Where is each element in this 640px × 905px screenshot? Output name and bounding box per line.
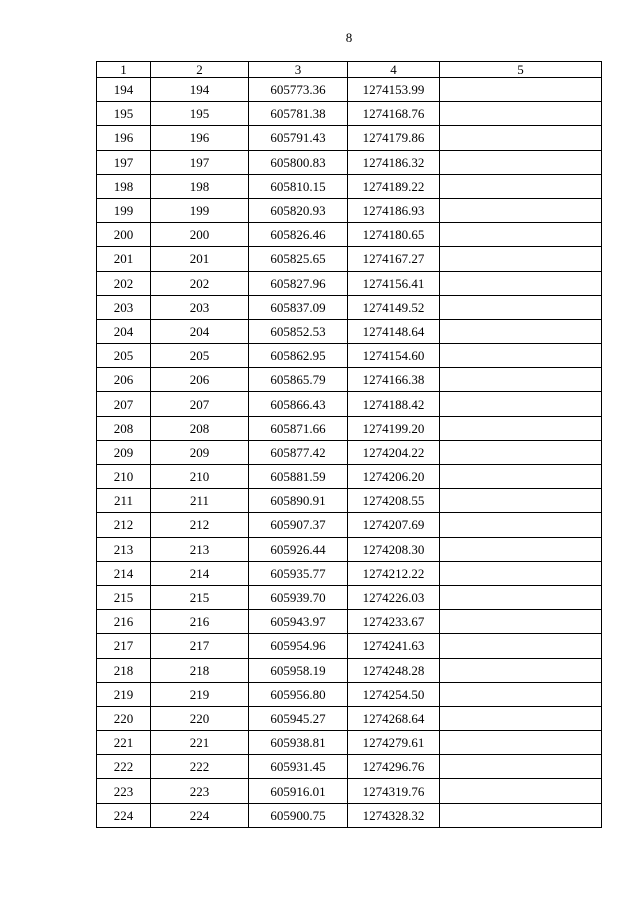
table-row [97,198,602,222]
note-cell [440,585,602,609]
table-row [97,150,602,174]
note-cell [440,198,602,222]
y-coordinate-cell: 1274208.55 [348,489,440,513]
point-number-cell: 211 [97,489,151,513]
x-coordinate-cell: 605791.43 [249,126,348,150]
point-number-cell: 206 [97,368,151,392]
x-coordinate-cell: 605939.70 [249,585,348,609]
point-id-cell: 202 [151,271,249,295]
point-id-cell: 201 [151,247,249,271]
x-coordinate-cell: 605907.37 [249,513,348,537]
note-cell [440,392,602,416]
point-number-cell: 215 [97,585,151,609]
table-row [97,585,602,609]
x-coordinate-cell: 605871.66 [249,416,348,440]
point-number-cell: 220 [97,706,151,730]
y-coordinate-cell: 1274206.20 [348,465,440,489]
point-id-cell: 216 [151,610,249,634]
x-coordinate-cell: 605877.42 [249,440,348,464]
note-cell [440,368,602,392]
point-number-cell: 195 [97,102,151,126]
point-number-cell: 205 [97,344,151,368]
y-coordinate-cell: 1274319.76 [348,779,440,803]
point-id-cell: 218 [151,658,249,682]
y-coordinate-cell: 1274241.63 [348,634,440,658]
x-coordinate-cell: 605945.27 [249,706,348,730]
x-coordinate-cell: 605865.79 [249,368,348,392]
table-row [97,731,602,755]
x-coordinate-cell: 605820.93 [249,198,348,222]
header-row [97,62,602,78]
x-coordinate-cell: 605826.46 [249,223,348,247]
point-number-cell: 203 [97,295,151,319]
point-number-cell: 201 [97,247,151,271]
x-coordinate-cell: 605938.81 [249,731,348,755]
table-row [97,658,602,682]
point-id-cell: 221 [151,731,249,755]
y-coordinate-cell: 1274180.65 [348,223,440,247]
note-cell [440,319,602,343]
table-row [97,489,602,513]
point-id-cell: 194 [151,78,249,102]
note-cell [440,610,602,634]
table-row [97,610,602,634]
table-header [97,62,602,78]
table-row [97,102,602,126]
table-row [97,537,602,561]
y-coordinate-cell: 1274226.03 [348,585,440,609]
x-coordinate-cell: 605866.43 [249,392,348,416]
note-cell [440,223,602,247]
point-id-cell: 195 [151,102,249,126]
note-cell [440,634,602,658]
point-id-cell: 215 [151,585,249,609]
y-coordinate-cell: 1274199.20 [348,416,440,440]
note-cell [440,489,602,513]
y-coordinate-cell: 1274148.64 [348,319,440,343]
y-coordinate-cell: 1274186.32 [348,150,440,174]
point-id-cell: 213 [151,537,249,561]
point-number-cell: 222 [97,755,151,779]
y-coordinate-cell: 1274204.22 [348,440,440,464]
x-coordinate-cell: 605810.15 [249,174,348,198]
y-coordinate-cell: 1274208.30 [348,537,440,561]
point-id-cell: 207 [151,392,249,416]
note-cell [440,682,602,706]
note-cell [440,344,602,368]
point-number-cell: 198 [97,174,151,198]
point-id-cell: 223 [151,779,249,803]
point-number-cell: 214 [97,561,151,585]
y-coordinate-cell: 1274186.93 [348,198,440,222]
table-row [97,223,602,247]
x-coordinate-cell: 605943.97 [249,610,348,634]
note-cell [440,416,602,440]
table-row [97,174,602,198]
x-coordinate-cell: 605900.75 [249,803,348,827]
point-number-cell: 212 [97,513,151,537]
point-number-cell: 194 [97,78,151,102]
point-id-cell: 212 [151,513,249,537]
note-cell [440,440,602,464]
y-coordinate-cell: 1274156.41 [348,271,440,295]
point-id-cell: 208 [151,416,249,440]
point-number-cell: 200 [97,223,151,247]
table-row [97,416,602,440]
point-id-cell: 214 [151,561,249,585]
y-coordinate-cell: 1274233.67 [348,610,440,634]
point-number-cell: 216 [97,610,151,634]
point-id-cell: 199 [151,198,249,222]
column-header-1: 1 [97,62,151,78]
point-number-cell: 207 [97,392,151,416]
point-number-cell: 218 [97,658,151,682]
column-header-3: 3 [249,62,348,78]
y-coordinate-cell: 1274166.38 [348,368,440,392]
y-coordinate-cell: 1274167.27 [348,247,440,271]
point-number-cell: 213 [97,537,151,561]
y-coordinate-cell: 1274189.22 [348,174,440,198]
point-number-cell: 202 [97,271,151,295]
point-id-cell: 200 [151,223,249,247]
table-row [97,634,602,658]
point-id-cell: 205 [151,344,249,368]
table-row [97,561,602,585]
note-cell [440,174,602,198]
y-coordinate-cell: 1274168.76 [348,102,440,126]
point-id-cell: 224 [151,803,249,827]
point-id-cell: 203 [151,295,249,319]
note-cell [440,78,602,102]
table-row [97,126,602,150]
table-row [97,779,602,803]
point-id-cell: 206 [151,368,249,392]
y-coordinate-cell: 1274296.76 [348,755,440,779]
table-row [97,440,602,464]
x-coordinate-cell: 605916.01 [249,779,348,803]
point-id-cell: 196 [151,126,249,150]
table-row [97,319,602,343]
x-coordinate-cell: 605890.91 [249,489,348,513]
table-row [97,513,602,537]
table-row [97,344,602,368]
x-coordinate-cell: 605881.59 [249,465,348,489]
table-body [97,78,602,828]
y-coordinate-cell: 1274212.22 [348,561,440,585]
table-row [97,706,602,730]
x-coordinate-cell: 605781.38 [249,102,348,126]
table-row [97,78,602,102]
x-coordinate-cell: 605958.19 [249,658,348,682]
note-cell [440,513,602,537]
point-number-cell: 224 [97,803,151,827]
x-coordinate-cell: 605935.77 [249,561,348,585]
point-id-cell: 197 [151,150,249,174]
coordinates-table [96,61,602,828]
note-cell [440,247,602,271]
y-coordinate-cell: 1274254.50 [348,682,440,706]
table-row [97,368,602,392]
point-number-cell: 221 [97,731,151,755]
point-number-cell: 217 [97,634,151,658]
point-number-cell: 223 [97,779,151,803]
y-coordinate-cell: 1274153.99 [348,78,440,102]
x-coordinate-cell: 605862.95 [249,344,348,368]
point-number-cell: 208 [97,416,151,440]
point-id-cell: 210 [151,465,249,489]
y-coordinate-cell: 1274179.86 [348,126,440,150]
table-row [97,755,602,779]
point-id-cell: 198 [151,174,249,198]
note-cell [440,561,602,585]
column-header-5: 5 [440,62,602,78]
note-cell [440,295,602,319]
column-header-2: 2 [151,62,249,78]
note-cell [440,150,602,174]
page-number: 8 [345,30,353,45]
point-number-cell: 197 [97,150,151,174]
x-coordinate-cell: 605773.36 [249,78,348,102]
y-coordinate-cell: 1274188.42 [348,392,440,416]
note-cell [440,537,602,561]
note-cell [440,126,602,150]
column-header-4: 4 [348,62,440,78]
table-row [97,295,602,319]
table-row [97,271,602,295]
x-coordinate-cell: 605837.09 [249,295,348,319]
y-coordinate-cell: 1274268.64 [348,706,440,730]
point-number-cell: 210 [97,465,151,489]
point-id-cell: 211 [151,489,249,513]
x-coordinate-cell: 605852.53 [249,319,348,343]
y-coordinate-cell: 1274248.28 [348,658,440,682]
note-cell [440,271,602,295]
y-coordinate-cell: 1274279.61 [348,731,440,755]
x-coordinate-cell: 605825.65 [249,247,348,271]
x-coordinate-cell: 605800.83 [249,150,348,174]
note-cell [440,803,602,827]
x-coordinate-cell: 605827.96 [249,271,348,295]
x-coordinate-cell: 605954.96 [249,634,348,658]
table-row [97,392,602,416]
y-coordinate-cell: 1274154.60 [348,344,440,368]
note-cell [440,465,602,489]
point-number-cell: 199 [97,198,151,222]
point-id-cell: 222 [151,755,249,779]
x-coordinate-cell: 605926.44 [249,537,348,561]
y-coordinate-cell: 1274149.52 [348,295,440,319]
note-cell [440,706,602,730]
note-cell [440,779,602,803]
point-number-cell: 204 [97,319,151,343]
x-coordinate-cell: 605931.45 [249,755,348,779]
point-id-cell: 209 [151,440,249,464]
table-row [97,247,602,271]
point-id-cell: 217 [151,634,249,658]
note-cell [440,658,602,682]
note-cell [440,731,602,755]
y-coordinate-cell: 1274207.69 [348,513,440,537]
x-coordinate-cell: 605956.80 [249,682,348,706]
note-cell [440,102,602,126]
point-id-cell: 220 [151,706,249,730]
point-id-cell: 219 [151,682,249,706]
table-row [97,465,602,489]
point-number-cell: 209 [97,440,151,464]
point-number-cell: 219 [97,682,151,706]
note-cell [440,755,602,779]
point-number-cell: 196 [97,126,151,150]
table-row [97,803,602,827]
y-coordinate-cell: 1274328.32 [348,803,440,827]
point-id-cell: 204 [151,319,249,343]
table-row [97,682,602,706]
